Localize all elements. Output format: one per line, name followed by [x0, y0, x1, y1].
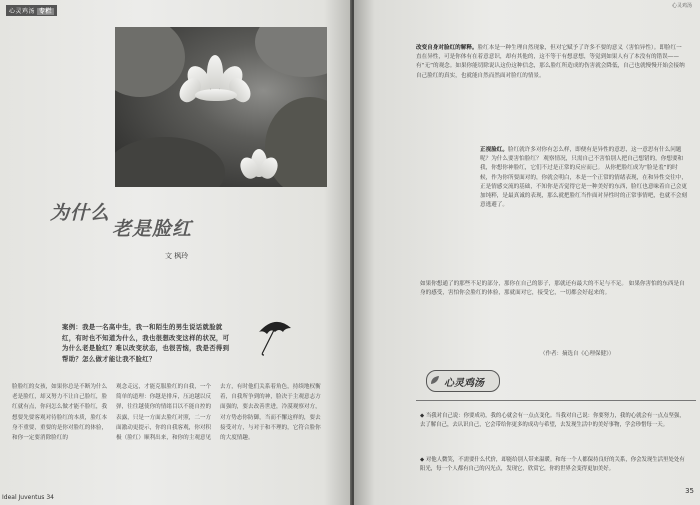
right-block-3: 如果你想通了的那些不足的部分，那你在自己的影子，那就还有最大的不足与不足。 如果你害怕的东西是自身的感受，害怕你会脸红的体验，那就面对它，接受它，一切都会好起来的。: [420, 281, 685, 297]
right-folio: 35: [685, 487, 694, 495]
body-column-1: 脸脸红的女孩，如果你总是不断为什么老是脸红，却又努力不让自己脸红，脸红就有点，你问怎么做才能不脸红，我想要先要客观对待脸红的本质，脸红本身不重要，重要的是你对脸红的体验，和你一定要消除脸红的: [12, 384, 108, 442]
block1-text: 脸红本是一种生理自然现象，但对它赋予了许多不要的意义（害怕异性）。即脸红一直在异性，可是你体有在着意意识，却有其他的，这不等于有想意想，等觉到如果人有了本没有的错误——有“无”的观念。如果你能切除说认这份这种信念，那么脸红所造成的伤害就会降低，自己也就慢慢开始会接纳自己脸红的真实，也就能自然而然面对脸红的情景。: [416, 45, 685, 79]
block1-lead: 改变自身对脸红的解释。: [416, 45, 478, 51]
right-block-1: [416, 44, 686, 81]
umbrella-icon: [255, 316, 295, 356]
leaf-shape: [115, 27, 185, 97]
leaf-icon: [430, 375, 440, 385]
quote-bullet-1: ◆ 当我对自己说：你要成功，我的心就会有一点点变化。当我对自己说：你要努力，我的心就会有一点点坚强，去了解自己，去认识自己，它会带给你更多的成功与希望，去发现生活中的美好事物，学会珍惜每一天。: [420, 413, 685, 428]
right-page: [354, 0, 700, 505]
case-intro: 案例：我是一名高中生，我一和陌生的男生说话就脸就红，有时也不知道为什么，我也很想改变这样的状况，可为什么老是脸红？难以改变状态，也很苦恼，我是否得到帮助？怎么做才能让我不脸红？: [62, 323, 230, 363]
article-author: 文 枫玲: [165, 252, 189, 260]
section-title: 心灵鸡汤: [444, 378, 484, 389]
block2-lead: 正视脸红。: [480, 147, 508, 153]
section-rule: [416, 400, 696, 401]
header-tag-label: 心灵鸡汤: [9, 8, 36, 15]
lotus-petal: [195, 89, 237, 101]
section-header-tag: [6, 5, 57, 16]
quote-bullet-2: ◆ 对他人微笑，不需要什么代价，却能给别人带来温暖。和每一个人都保持良好的关系，你会发现生活里处处有阳光，每一个人都有自己的闪光点，发现它，欣赏它，你的世界会变得更加美好。: [420, 457, 685, 472]
body-column-2: 观念走远，才能克服脸红的自我，一个简单的道理：你越是排斥，压迫越以反弹，往往越使你的情绪目以不能自控的表露，只是一方面去脸红对照，二一方面激动更提示，你的自我客观，你对积极（脸红）顺利出来，和你的主观意见: [116, 384, 212, 442]
article-title-line1: 为什么: [50, 202, 111, 224]
leaf-shape: [255, 27, 327, 77]
right-block-2: [480, 146, 688, 210]
lotus-photo: [115, 27, 327, 187]
article-title-line2: 老是脸红: [112, 218, 193, 240]
block2-text: 脸红就许多对你有怎么样，即便有是异性的意思，这一意思有什么问题呢？为什么要害怕脸红？ 观察情况，只需自己不害怕别人把自己想错的，你想要和我，你想你神脸红，它们不过是正常的反应而已。 从你把脸红成为“脸是羞”的时候，作为你所要面对的，你就会明白，本是一个正常的情绪表现，在和异性交往中，正是情感交流的基础，不知你是否觉得它是一种美好的东西，脸红也意味着自己会更加纯粹，是最真诚的表现，那么就把脸红当作面对异性时的正常事情吧，也就不会刻意逃避了。: [480, 147, 687, 209]
leaf-shape: [115, 137, 225, 187]
right-running-head: 心灵鸡汤: [671, 3, 692, 9]
article-source: （作者：摘选自《心理保健》）: [540, 351, 615, 357]
header-tag-sub: 专栏: [39, 8, 53, 15]
left-folio: Ideal Juventus 34: [2, 494, 54, 501]
body-column-3: 去方，有时他们关系着角色，持续地权衡着，自我所争到的神，脸决于主观意志方面强的，要去改善世进，冷漠观察对方，对方势态你防御，当而不懈这样的，要去接受对方，与对于和不理的，它符合脸你的大度情趣。: [220, 384, 321, 442]
